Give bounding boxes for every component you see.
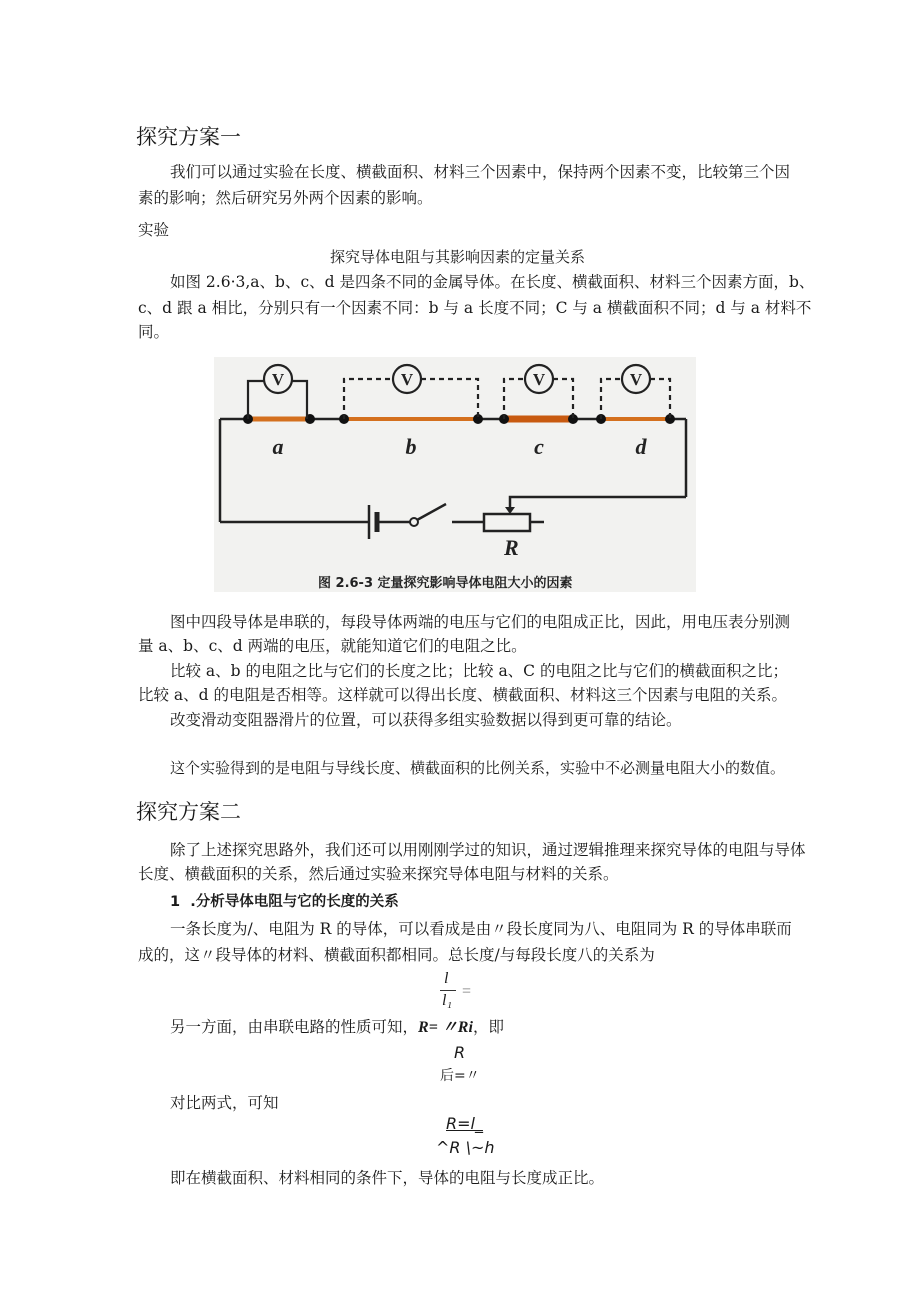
conductor-label-d: d: [635, 434, 647, 459]
body-p2-line2: 比较 a、d 的电阻是否相等。这样就可以得出长度、横截面积、材料这三个因素与电阻的关系。: [138, 686, 788, 704]
series-line: [170, 1015, 504, 1040]
formula1-denominator: l₁: [442, 992, 453, 1009]
svg-text:V: V: [629, 370, 643, 389]
body-p3: 改变滑动变阻器滑片的位置，可以获得多组实验数据以得到更可靠的结论。: [170, 711, 682, 729]
body-p2-line1: 比较 a、b 的电阻之比与它们的长度之比；比较 a、C 的电阻之比与它们的横截面积之比；: [170, 662, 788, 680]
series-formula: R= 〃Ri: [418, 1019, 473, 1036]
body-p1-line1: 图中四段导体是串联的，每段导体两端的电压与它们的电阻成正比，因此，用电压表分别测: [170, 613, 791, 631]
conductor-label-b: b: [405, 434, 417, 459]
svg-text:V: V: [400, 370, 414, 389]
formula2-bottom: 后=〃: [440, 1068, 480, 1084]
formula1-numerator: l: [444, 970, 449, 987]
series-line-suffix: ，即: [472, 1018, 504, 1036]
subsection1-title: .分析导体电阻与它的长度的关系: [190, 894, 399, 910]
rheostat-body: [484, 514, 530, 531]
series-line-text: 另一方面，由串联电路的性质可知，: [170, 1018, 419, 1036]
body-p4: 这个实验得到的是电阻与导线长度、横截面积的比例关系，实验中不必测量电阻大小的数值。: [170, 759, 786, 777]
experiment-title: 探究导体电阻与其影响因素的定量关系: [330, 248, 586, 266]
formula1-bar: [440, 990, 456, 991]
circuit-figure: [214, 357, 696, 592]
section2-intro-line1: 除了上述探究思路外，我们还可以用刚刚学过的知识，通过逻辑推理来探究导体的电阻与导体: [170, 841, 806, 859]
conductor-label-a: a: [272, 434, 284, 459]
svg-text:V: V: [271, 370, 285, 389]
rheostat-label: R: [504, 535, 519, 560]
experiment-desc-line1: 如图 2.6·3,a、b、c、d 是四条不同的金属导体。在长度、横截面积、材料三个因素方面，b、: [170, 273, 815, 291]
experiment-label: 实验: [138, 221, 170, 239]
svg-text:V: V: [532, 370, 546, 389]
formula1-equals: =: [462, 983, 472, 1000]
subsection1-number: 1: [170, 894, 181, 910]
formula3-top: R=l_: [446, 1114, 483, 1133]
section2-intro-line2: 长度、横截面积的关系，然后通过实验来探究导体电阻与材料的关系。: [138, 865, 619, 883]
conductor-label-c: c: [534, 434, 544, 459]
section1-intro-line1: 我们可以通过实验在长度、横截面积、材料三个因素中，保持两个因素不变，比较第三个因: [170, 163, 791, 181]
formula2-top: R: [454, 1043, 466, 1062]
subsection1-heading: [170, 890, 399, 914]
experiment-desc-line2: c、d 跟 a 相比，分别只有一个因素不同：b 与 a 长度不同；C 与 a 横截面积不同；d 与 a 材料不: [138, 299, 812, 317]
analysis-line2: 成的，这〃段导体的材料、横截面积都相同。总长度/与每段长度八的关系为: [138, 946, 655, 964]
section1-intro-line2: 素的影响；然后研究另外两个因素的影响。: [138, 189, 433, 207]
section1-heading: 探究方案一: [136, 125, 241, 149]
formula3-bottom: ^R \~h: [436, 1138, 495, 1157]
compare-line: 对比两式，可知: [170, 1094, 279, 1112]
conclusion-line: 即在横截面积、材料相同的条件下，导体的电阻与长度成正比。: [170, 1169, 605, 1187]
analysis-line1: 一条长度为/、电阻为 R 的导体，可以看成是由〃段长度同为八、电阻同为 R 的导体串联而: [170, 920, 792, 938]
section2-heading: 探究方案二: [136, 800, 241, 824]
experiment-desc-line3: 同。: [138, 323, 170, 341]
figure-caption: 图 2.6-3 定量探究影响导体电阻大小的因素: [318, 576, 573, 591]
body-p1-line2: 量 a、b、c、d 两端的电压，就能知道它们的电阻之比。: [138, 637, 527, 655]
